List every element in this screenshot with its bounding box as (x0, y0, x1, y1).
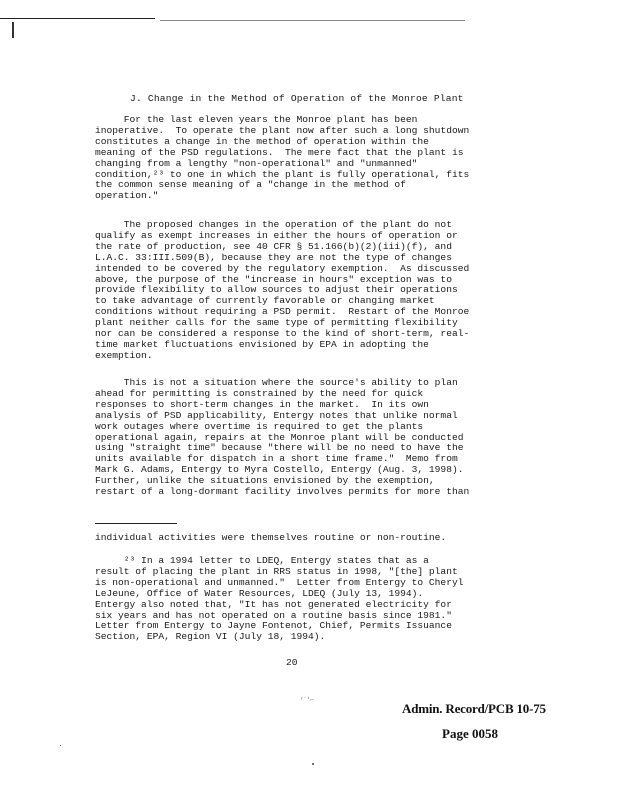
footnote-divider (95, 523, 177, 524)
scan-edge-mark (12, 22, 14, 38)
scan-speck (312, 763, 314, 765)
scan-border-top (0, 18, 155, 19)
admin-record-stamp (402, 701, 562, 742)
scan-smudge: ’´‘— (299, 696, 314, 706)
page-number: 20 (286, 657, 298, 668)
footnote-23: ²³ In a 1994 letter to LDEQ, Entergy states that as a result of placing the plant in RRS status in 1998, "[the] plant is non-operational and unmanned." Letter from Entergy to Cheryl LeJeune, Office of Water Resources, LDEQ (July 13, 1994). Entergy also noted that, "It has not generated electricity for six years and has not operated on a routine basis since 1981." Letter from Entergy to Jayne Fontenot, Chief, Permits Issuance Section, EPA, Region VI (July 18, 1994). (95, 555, 464, 643)
stamp-record-label: Admin. Record/PCB 10-75 (402, 701, 546, 716)
section-heading: J. Change in the Method of Operation of the Monroe Plant (130, 93, 464, 104)
paragraph-2: The proposed changes in the operation of the plant do not qualify as exempt increases in either the hours of operation or the rate of production, see 40 CFR § 51.166(b)(2)(iii)(f), and L.A.C. 33:III.509(B), because they are not the type of changes intended to be covered by the regulatory exemption. As discussed above, the purpose of the "increase in hours" exception was to provide flexibility to allow sources to adjust their operations to take advantage of currently favorable or changing market conditions without requiring a PSD permit. Restart of the Monroe plant neither calls for the same type of permitting flexibility nor can be considered a response to the kind of short-term, real- time market fluctuations envisioned by EPA in adopting the exemption. (95, 219, 470, 361)
paragraph-3: This is not a situation where the source's ability to plan ahead for permitting is constrained by the need for quick responses to short-term changes in the market. In its own analysis of PSD applicability, Entergy notes that unlike normal work outages where overtime is required to get the plants operational again, repairs at the Monroe plant will be conducted using "straight time" because "there will be no need to have the units available for dispatch in a short time frame." Memo from Mark G. Adams, Entergy to Myra Costello, Entergy (Aug. 3, 1998). Further, unlike the situations envisioned by the exemption, restart of a long-dormant facility involves permits for more than (95, 377, 470, 498)
stamp-page-label: Page 0058 (442, 726, 498, 741)
scan-border-top-faint (160, 20, 465, 21)
footnote-continuation: individual activities were themselves routine or non-routine. (95, 532, 447, 543)
scan-speck (60, 745, 61, 746)
paragraph-1: For the last eleven years the Monroe plant has been inoperative. To operate the plant now after such a long shutdown constitutes a change in the method of operation within the meaning of the PSD regulations. The mere fact that the plant is changing from a lengthy "non-operational" and "unmanned" condition,²³ to one in which the plant is fully operational, fits the common sense meaning of a "change in the method of operation." (95, 114, 470, 202)
